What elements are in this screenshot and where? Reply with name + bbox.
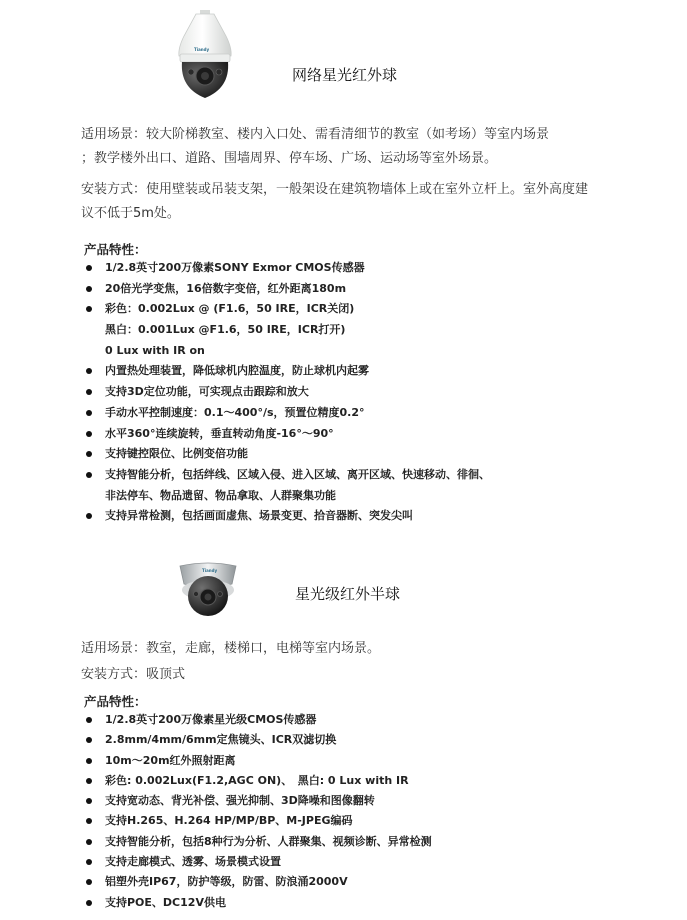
feature-text: 彩色：0.002Lux @ (F1.6，50 IRE，ICR关闭)	[105, 302, 355, 316]
feature-text: 支持宽动态、背光补偿、强光抑制、3D降噪和图像翻转	[105, 794, 375, 808]
feature-item	[84, 382, 674, 403]
features-heading: 产品特性：	[84, 694, 147, 709]
application-scene-line: 适用场景：较大阶梯教室、楼内入口处、需看清细节的教室（如考场）等室内场景	[81, 127, 550, 142]
bullet-icon	[86, 265, 92, 271]
feature-text: 10m～20m红外照射距离	[105, 753, 236, 767]
product-title-turret-dome: 星光级红外半球	[295, 585, 401, 603]
brand-logo: Tiandy	[202, 568, 218, 573]
bullet-icon	[86, 879, 92, 885]
bullet-icon	[86, 389, 92, 395]
ptz-dome-camera-icon	[174, 10, 236, 102]
feature-item	[84, 299, 674, 361]
feature-item	[84, 258, 674, 279]
bullet-icon	[86, 472, 92, 478]
install-method-text	[81, 178, 661, 226]
bullet-icon	[86, 513, 92, 519]
bullet-icon	[86, 778, 92, 784]
feature-list-ptz-dome	[84, 258, 674, 527]
bullet-icon	[86, 306, 92, 312]
feature-item	[84, 893, 674, 913]
bullet-icon	[86, 798, 92, 804]
feature-text: 支持智能分析，包括8种行为分析、人群聚集、视频诊断、异常检测	[105, 834, 432, 848]
feature-text: 水平360°连续旋转，垂直转动角度-16°～90°	[105, 426, 334, 440]
application-scene-text	[81, 637, 661, 661]
feature-item	[84, 832, 674, 852]
feature-item	[84, 361, 674, 382]
application-scene-line: 适用场景：教室，走廊，楼梯口，电梯等室内场景。	[81, 641, 381, 656]
feature-item	[84, 852, 674, 872]
ptz-dome-camera-image	[174, 10, 236, 106]
install-method-line: 安装方式：使用壁装或吊装支架，一般架设在建筑物墙体上或在室外立杆上。室外高度建	[81, 182, 589, 197]
feature-text: 黑白：0.001Lux @F1.6，50 IRE，ICR打开)	[105, 323, 346, 337]
bullet-icon	[86, 737, 92, 743]
application-scene-line: ；教学楼外出口、道路、围墙周界、停车场、广场、运动场等室外场景。	[81, 151, 498, 166]
features-heading: 产品特性：	[84, 242, 147, 257]
feature-text: 支持智能分析，包括绊线、区域入侵、进入区域、离开区域、快速移动、徘徊、	[105, 467, 490, 481]
bullet-icon	[86, 286, 92, 292]
feature-text: 1/2.8英寸200万像素星光级CMOS传感器	[105, 713, 317, 726]
brand-logo: Tiandy	[194, 47, 210, 52]
feature-text: 支持走廊模式、透雾、场景模式设置	[105, 855, 281, 869]
feature-item	[84, 444, 674, 465]
feature-item	[84, 872, 674, 892]
feature-item	[84, 751, 674, 771]
feature-text: 支持键控限位、比例变倍功能	[105, 447, 248, 461]
bullet-icon	[86, 451, 92, 457]
bullet-icon	[86, 717, 92, 723]
feature-item	[84, 791, 674, 811]
feature-text: 内置热处理装置，降低球机内腔温度，防止球机内起雾	[105, 364, 369, 378]
application-scene-text	[81, 123, 661, 171]
feature-item	[84, 730, 674, 750]
feature-text: 20倍光学变焦，16倍数字变倍，红外距离180m	[105, 281, 347, 295]
bullet-icon	[86, 368, 92, 374]
feature-item	[84, 710, 674, 730]
feature-text: 支持3D定位功能，可实现点击跟踪和放大	[105, 385, 309, 399]
install-method-line: 安装方式：吸顶式	[81, 667, 186, 682]
feature-text: 非法停车、物品遗留、物品拿取、人群聚集功能	[105, 488, 336, 502]
bullet-icon	[86, 839, 92, 845]
feature-text: 彩色: 0.002Lux(F1.2,AGC ON)、 黑白: 0 Lux with IR	[105, 773, 409, 787]
feature-item	[84, 403, 674, 424]
feature-text: 铝塑外壳IP67，防护等级，防雷、防浪涌2000V	[105, 875, 348, 889]
feature-text: 支持POE、DC12V供电	[105, 895, 226, 909]
feature-item	[84, 279, 674, 300]
bullet-icon	[86, 758, 92, 764]
feature-item	[84, 811, 674, 831]
feature-text: 手动水平控制速度：0.1～400°/s，预置位精度0.2°	[105, 405, 365, 419]
product-title-ptz-dome: 网络星光红外球	[292, 66, 398, 84]
bullet-icon	[86, 900, 92, 906]
feature-text: 0 Lux with IR on	[105, 343, 205, 357]
bullet-icon	[86, 410, 92, 416]
bullet-icon	[86, 818, 92, 824]
feature-item	[84, 465, 674, 506]
feature-text: 1/2.8英寸200万像素SONY Exmor CMOS传感器	[105, 261, 365, 274]
feature-text: 支持H.265、H.264 HP/MP/BP、M-JPEG编码	[105, 814, 353, 828]
feature-list-turret-dome	[84, 710, 674, 913]
feature-item	[84, 424, 674, 445]
feature-item	[84, 506, 674, 527]
feature-text: 2.8mm/4mm/6mm定焦镜头、ICR双滤切换	[105, 733, 337, 747]
install-method-text	[81, 663, 661, 687]
feature-item	[84, 771, 674, 791]
bullet-icon	[86, 859, 92, 865]
bullet-icon	[86, 431, 92, 437]
turret-dome-camera-image	[176, 560, 240, 622]
feature-text: 支持异常检测，包括画面虚焦、场景变更、拾音器断、突发尖叫	[105, 509, 413, 523]
install-method-line: 议不低于5m处。	[81, 206, 180, 221]
